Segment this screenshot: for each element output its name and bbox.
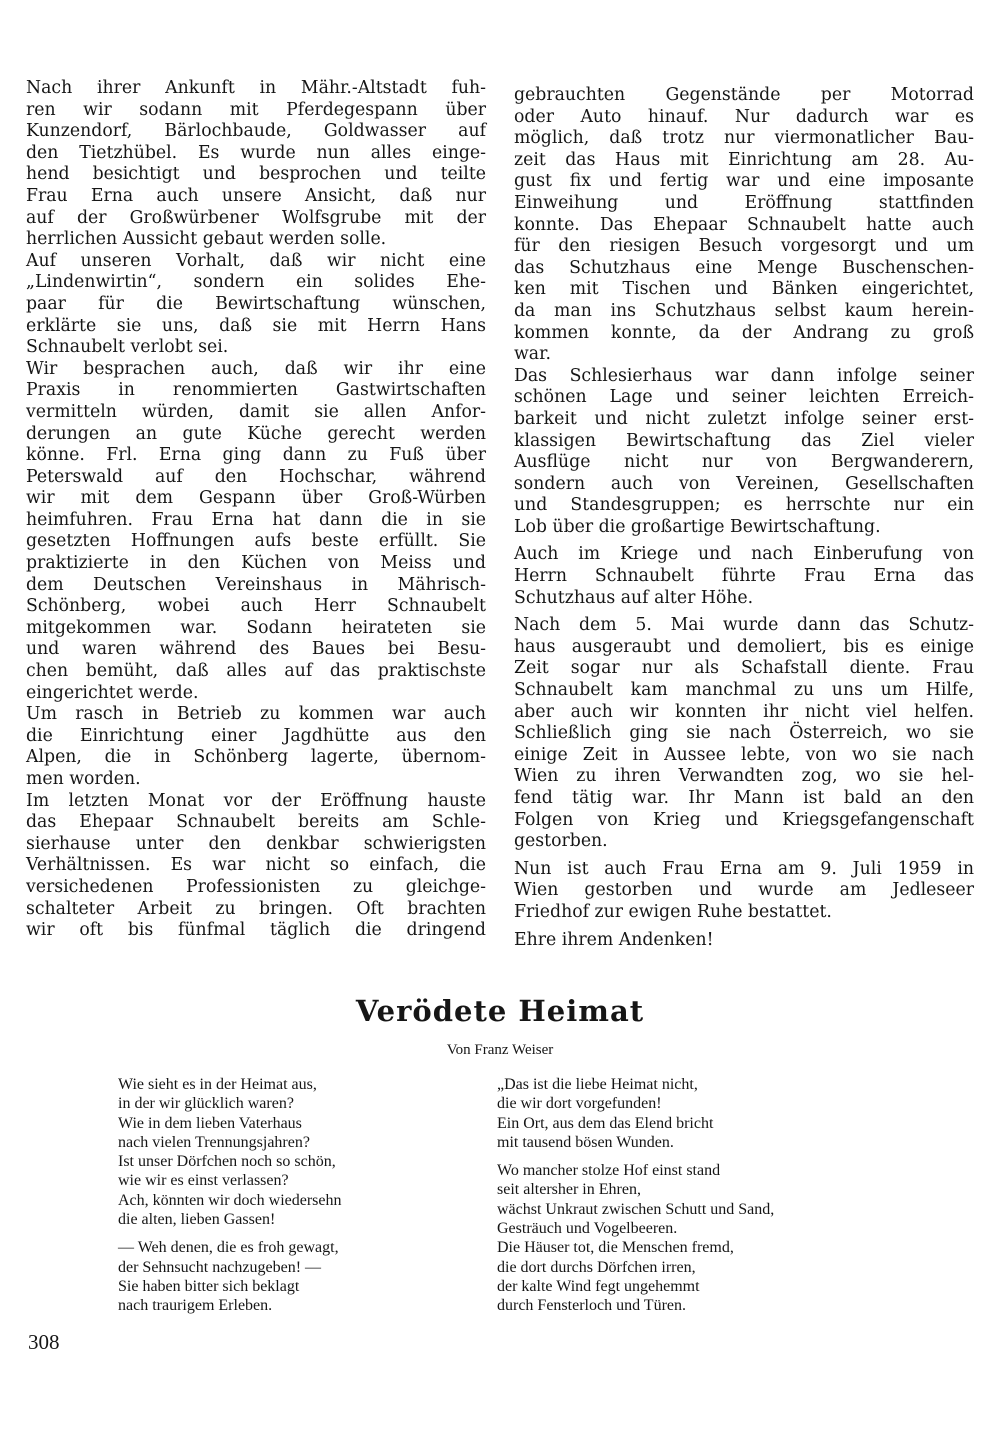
text-line: gust fix und fertig war und eine imposante <box>514 171 974 192</box>
text-line: Herrn Schnaubelt führte Frau Erna das <box>514 566 974 587</box>
text-line: den Tietzhübel. Es wurde nun alles einge- <box>26 142 486 163</box>
text-line: vermitteln würden, damit sie allen Anfor- <box>26 401 486 422</box>
text-line: mitgekommen war. Sodann heirateten sie <box>26 617 486 638</box>
poem-right-column <box>497 1075 774 1325</box>
poem-line: nach vielen Trennungsjahren? <box>118 1133 310 1151</box>
text-line: auf der Großwürbener Wolfsgrube mit der <box>26 207 486 228</box>
text-line: erklärte sie uns, daß sie mit Herrn Hans <box>26 315 486 336</box>
text-line: Schutzhaus auf alter Höhe. <box>514 587 754 608</box>
text-line: schönen Lage und seiner leichten Erreich- <box>514 387 974 408</box>
text-line: oder Auto hinauf. Nur dadurch war es <box>514 106 974 127</box>
text-line: die Einrichtung einer Jagdhütte aus den <box>26 725 486 746</box>
poem-line: durch Fensterloch und Türen. <box>497 1297 686 1315</box>
article-left-column <box>26 78 486 942</box>
text-line: Nun ist auch Frau Erna am 9. Juli 1959 in <box>514 858 974 879</box>
text-line: Einweihung und Eröffnung stattfinden <box>514 192 974 213</box>
text-line: praktizierte in den Küchen von Meiss und <box>26 553 486 574</box>
poem-line: Gesträuch und Vogelbeeren. <box>497 1220 678 1238</box>
text-line: Wien zu ihren Verwandten zog, wo sie hel- <box>514 766 974 787</box>
text-line: sierhause unter den denkbar schwierigsten <box>26 833 486 854</box>
text-line: heimfuhren. Frau Erna hat dann die in sie <box>26 509 486 530</box>
paragraph <box>26 791 486 942</box>
text-line: Ausflüge nicht nur von Bergwanderern, <box>514 452 974 473</box>
poem-line: Sie haben bitter sich beklagt <box>118 1277 300 1295</box>
text-line: paar für die Bewirtschaftung wünschen, <box>26 293 486 314</box>
text-line: Auch im Kriege und nach Einberufung von <box>514 544 974 565</box>
text-line: klassigen Bewirtschaftung das Ziel vieler <box>514 430 974 451</box>
text-line: wir oft bis fünfmal täglich die dringend <box>26 920 486 941</box>
poem-line: der kalte Wind fegt ungehemmt <box>497 1277 700 1295</box>
text-line: versichedenen Professionisten zu gleichge- <box>26 876 486 897</box>
text-line: war. <box>514 344 551 365</box>
page-number: 308 <box>28 1330 60 1354</box>
poem-line: Ach, könnten wir doch wiedersehn <box>118 1191 342 1209</box>
poem-line: wächst Unkraut zwischen Schutt und Sand, <box>497 1200 775 1218</box>
text-line: zeit das Haus mit Einrichtung am 28. Au- <box>514 149 974 170</box>
text-line: Frau Erna auch unsere Ansicht, daß nur <box>26 185 486 206</box>
poem-line: Wie in dem lieben Vaterhaus <box>118 1114 302 1132</box>
paragraph <box>514 366 974 539</box>
text-line: haus ausgeraubt und demoliert, bis es einige <box>514 636 974 657</box>
text-line: für den riesigen Besuch vorgesorgt und um <box>514 236 974 257</box>
paragraph <box>26 359 486 705</box>
text-line: derungen an gute Küche gerecht werden <box>26 423 486 444</box>
article-right-column <box>514 85 974 951</box>
text-line: und waren während des Baues bei Besu- <box>26 639 486 660</box>
text-line: Praxis in renommierten Gastwirtschaften <box>26 380 486 401</box>
poem-stanza <box>118 1238 342 1315</box>
poem-line: seit altersher in Ehren, <box>497 1181 641 1199</box>
poem-line: der Sehnsucht nachzugeben! — <box>118 1258 322 1276</box>
text-line: Um rasch in Betrieb zu kommen war auch <box>26 704 486 725</box>
paragraph <box>514 85 974 366</box>
poem-line: Die Häuser tot, die Menschen fremd, <box>497 1239 734 1257</box>
text-line: eingerichtet werde. <box>26 682 199 703</box>
text-line: Wir besprachen auch, daß wir ihr eine <box>26 358 486 379</box>
text-line: Das Schlesierhaus war dann infolge seiner <box>514 365 974 386</box>
text-line: schalteter Arbeit zu bringen. Oft brachten <box>26 898 486 919</box>
text-line: und Standesgruppen; es herrschte nur ein <box>514 495 974 516</box>
text-line: konnte. Das Ehepaar Schnaubelt hatte auch <box>514 214 974 235</box>
text-line: einige Zeit in Aussee lebte, von wo sie nach <box>514 744 974 765</box>
poem-line: Ein Ort, aus dem das Elend bricht <box>497 1114 714 1132</box>
text-line: Auf unseren Vorhalt, daß wir nicht eine <box>26 250 486 271</box>
poem-line: die dort durchs Dörfchen irren, <box>497 1258 696 1276</box>
text-line: gestorben. <box>514 831 608 852</box>
poem-line: die wir dort vorgefunden! <box>497 1095 662 1113</box>
poem-line: Wo mancher stolze Hof einst stand <box>497 1162 721 1180</box>
text-line: könne. Frl. Erna ging dann zu Fuß über <box>26 445 486 466</box>
text-line: Nach dem 5. Mai wurde dann das Schutz- <box>514 615 974 636</box>
text-line: chen bemüht, daß alles auf das praktischste <box>26 661 486 682</box>
text-line: Kunzendorf, Bärlochbaude, Goldwasser auf <box>26 121 486 142</box>
text-line: men worden. <box>26 769 141 789</box>
paragraph <box>26 704 486 790</box>
text-line: Im letzten Monat vor der Eröffnung hauste <box>26 790 486 811</box>
text-line: dem Deutschen Vereinshaus in Mährisch- <box>26 574 486 595</box>
text-line: Nach ihrer Ankunft in Mähr.-Altstadt fuh- <box>26 78 486 98</box>
poem-line: Ist unser Dörfchen noch so schön, <box>118 1153 336 1171</box>
poem-left-column <box>118 1075 342 1325</box>
text-line: barkeit und nicht zuletzt infolge seiner erst- <box>514 408 974 429</box>
poem-line: die alten, lieben Gassen! <box>118 1211 276 1229</box>
poem-author: Von Franz Weiser <box>446 1042 554 1058</box>
text-line: gebrauchten Gegenstände per Motorrad <box>514 85 974 105</box>
poem-line: mit tausend bösen Wunden. <box>497 1133 674 1151</box>
poem-title: Verödete Heimat <box>355 994 645 1028</box>
text-line: das Ehepaar Schnaubelt bereits am Schle- <box>26 812 486 833</box>
text-line: hend besichtigt und besprochen und teilte <box>26 164 486 185</box>
paragraph <box>26 251 486 359</box>
text-line: ren wir sodann mit Pferdegespann über <box>26 99 486 120</box>
poem-stanza <box>118 1075 342 1229</box>
poem-line: Wie sieht es in der Heimat aus, <box>118 1076 317 1093</box>
poem-line: — Weh denen, die es froh gewagt, <box>118 1239 339 1257</box>
text-line: „Lindenwirtin“, sondern ein solides Ehe- <box>26 272 486 293</box>
paragraph <box>514 615 974 853</box>
poem-line: nach traurigem Erleben. <box>118 1297 273 1315</box>
text-line: Schönberg, wobei auch Herr Schnaubelt <box>26 596 486 617</box>
text-line: Folgen von Krieg und Kriegsgefangenschaft <box>514 809 974 830</box>
text-line: Schließlich ging sie nach Österreich, wo sie <box>514 723 974 744</box>
text-line: gesetzten Hoffnungen aufs beste erfüllt. Sie <box>26 531 486 552</box>
text-line: ken mit Tischen und Bänken eingerichtet, <box>514 279 974 300</box>
text-line: da man ins Schutzhaus selbst kaum herein- <box>514 300 974 321</box>
poem-stanza <box>497 1075 774 1152</box>
paragraph <box>514 859 974 924</box>
text-line: Peterswald auf den Hochschar, während <box>26 466 486 487</box>
text-line: fend tätig war. Ihr Mann ist bald an den <box>514 788 974 808</box>
text-line: Alpen, die in Schönberg lagerte, übernom- <box>26 747 486 768</box>
text-line: Schnaubelt kam manchmal zu uns um Hilfe, <box>514 680 974 701</box>
text-line: aber auch wir konnten ihr nicht viel helfen. <box>514 701 974 722</box>
text-line: Friedhof zur ewigen Ruhe bestattet. <box>514 901 832 922</box>
text-line: Wien gestorben und wurde am Jedleseer <box>514 880 974 901</box>
paragraph <box>26 78 486 251</box>
text-line: kommen konnte, da der Andrang zu groß <box>514 322 974 343</box>
text-line: Ehre ihrem Andenken! <box>514 929 714 950</box>
text-line: das Schutzhaus eine Menge Buschenschen- <box>514 257 974 278</box>
text-line: wir mit dem Gespann über Groß-Würben <box>26 488 486 509</box>
text-line: sondern auch von Vereinen, Gesellschaften <box>514 473 974 494</box>
paragraph <box>514 544 974 609</box>
text-line: Schnaubelt verlobt sei. <box>26 337 229 358</box>
poem-line: wie wir es einst verlassen? <box>118 1172 289 1190</box>
poem-line: „Das ist die liebe Heimat nicht, <box>497 1076 698 1093</box>
text-line: Zeit sogar nur als Schafstall diente. Frau <box>514 658 974 679</box>
text-line: Lob über die großartige Bewirtschaftung. <box>514 516 881 537</box>
poem-stanza <box>497 1161 774 1315</box>
paragraph <box>514 930 974 952</box>
poem-line: in der wir glücklich waren? <box>118 1095 294 1113</box>
text-line: Verhältnissen. Es war nicht so einfach, die <box>26 855 486 876</box>
text-line: möglich, daß trotz nur viermonatlicher Bau- <box>514 128 974 149</box>
text-line: herrlichen Aussicht gebaut werden solle. <box>26 229 387 250</box>
